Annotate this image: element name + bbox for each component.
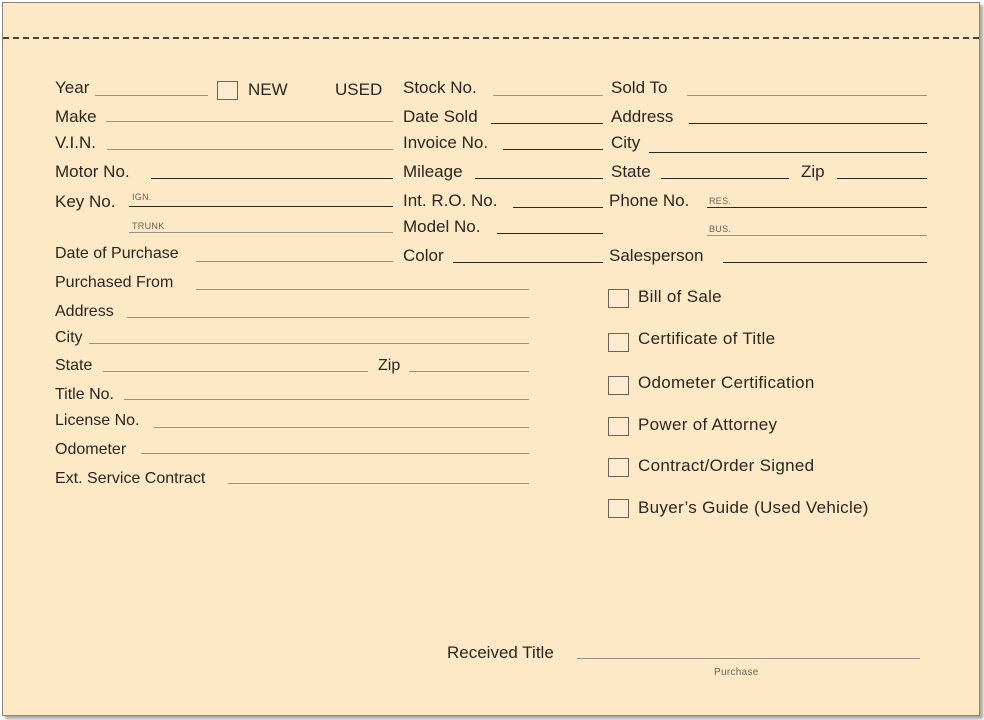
int-ro-no-field[interactable] [513,207,603,208]
phone-res-field[interactable] [707,207,927,208]
contract-order-signed-label: Contract/Order Signed [638,456,815,475]
purchase-city-field[interactable] [89,343,529,344]
vehicle-record-card [2,2,980,716]
key-trunk-field[interactable] [129,232,393,233]
make-field[interactable] [106,121,393,122]
purchase-address-label: Address [55,303,114,320]
certificate-of-title-label: Certificate of Title [638,329,776,348]
date-sold-field[interactable] [491,123,603,124]
bill-of-sale-checkbox[interactable] [608,289,629,308]
motor-no-label: Motor No. [55,162,130,181]
salesperson-field[interactable] [723,262,927,263]
state-field[interactable] [661,178,789,179]
phone-bus-field[interactable] [707,235,927,236]
key-ign-field[interactable] [129,206,393,207]
license-no-field[interactable] [154,427,529,428]
salesperson-label: Salesperson [609,246,704,265]
trunk-label: TRUNK [132,221,165,231]
year-label: Year [55,78,90,97]
mileage-label: Mileage [403,162,463,181]
sold-to-label: Sold To [611,78,668,97]
phone-no-label: Phone No. [609,191,690,210]
zip-field[interactable] [837,178,927,179]
mileage-field[interactable] [475,178,603,179]
address-field[interactable] [689,123,927,124]
city-label: City [611,133,641,152]
res-label: RES. [709,196,732,206]
received-title-label: Received Title [447,643,554,662]
odometer-field[interactable] [141,453,529,454]
zip-label: Zip [801,162,825,181]
bus-label: BUS. [709,224,732,234]
power-of-attorney-label: Power of Attorney [638,415,778,434]
buyers-guide-checkbox[interactable] [608,499,629,518]
purchased-from-field[interactable] [196,289,529,290]
purchase-zip-label: Zip [378,357,401,374]
title-no-label: Title No. [55,386,114,403]
power-of-attorney-checkbox[interactable] [608,417,629,436]
int-ro-no-label: Int. R.O. No. [403,191,498,210]
date-sold-label: Date Sold [403,107,478,126]
ext-service-contract-label: Ext. Service Contract [55,470,206,487]
invoice-no-field[interactable] [503,149,603,150]
buyers-guide-label: Buyer’s Guide (Used Vehicle) [638,498,869,517]
motor-no-field[interactable] [151,178,393,179]
odometer-label: Odometer [55,441,127,458]
ext-service-contract-field[interactable] [228,483,529,484]
received-title-field[interactable] [577,658,920,659]
license-no-label: License No. [55,412,140,429]
invoice-no-label: Invoice No. [403,133,489,152]
date-of-purchase-label: Date of Purchase [55,245,179,262]
stock-no-field[interactable] [493,95,603,96]
odometer-certification-checkbox[interactable] [608,376,629,395]
perforation-line [3,37,979,39]
vin-field[interactable] [107,149,393,150]
purchased-from-label: Purchased From [55,274,174,291]
stock-no-label: Stock No. [403,78,477,97]
purchase-zip-field[interactable] [409,371,529,372]
year-field[interactable] [95,95,208,96]
model-no-label: Model No. [403,217,481,236]
state-label: State [611,162,651,181]
color-field[interactable] [453,262,603,263]
contract-order-signed-checkbox[interactable] [608,458,629,477]
model-no-field[interactable] [497,233,603,234]
new-checkbox[interactable] [217,81,238,100]
color-label: Color [403,246,444,265]
bill-of-sale-label: Bill of Sale [638,287,722,306]
vin-label: V.I.N. [55,133,96,152]
ign-label: IGN. [132,192,152,202]
title-no-field[interactable] [124,399,529,400]
date-of-purchase-field[interactable] [196,261,393,262]
address-label: Address [611,107,674,126]
sold-to-field[interactable] [687,95,927,96]
certificate-of-title-checkbox[interactable] [608,333,629,352]
odometer-certification-label: Odometer Certification [638,373,815,392]
key-no-label: Key No. [55,192,116,211]
used-label: USED [335,80,383,99]
purchase-address-field[interactable] [127,317,529,318]
new-label: NEW [248,80,288,99]
purchase-state-field[interactable] [103,371,368,372]
purchase-caption: Purchase [714,667,759,678]
purchase-city-label: City [55,329,83,346]
city-field[interactable] [649,152,927,153]
make-label: Make [55,107,97,126]
purchase-state-label: State [55,357,93,374]
